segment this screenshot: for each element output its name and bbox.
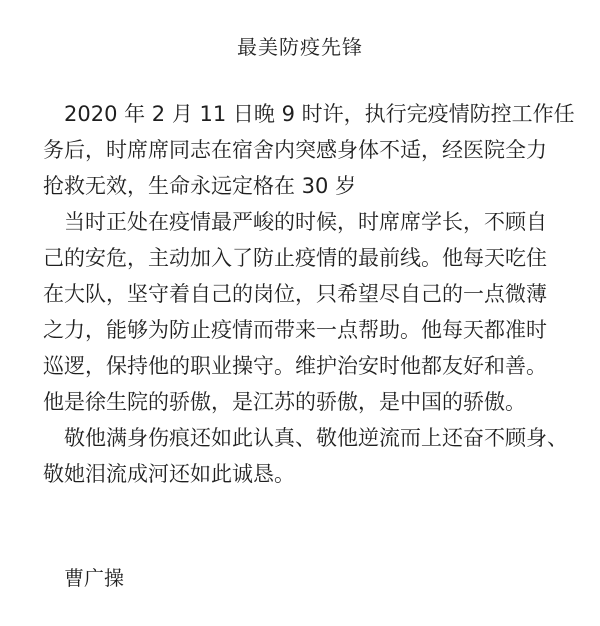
document-title: 最美防疫先锋 [237, 35, 363, 59]
paragraph-line: 当时正处在疫情最严峻的时候，时席席学长，不顾自 [64, 210, 547, 234]
paragraph-1 [43, 96, 576, 204]
signature: 曹广操 [64, 566, 124, 590]
paragraph-line: 抢救无效，生命永远定格在 30 岁 [43, 174, 357, 198]
paragraph-line: 己的安危，主动加入了防止疫情的最前线。他每天吃住 [43, 246, 547, 270]
document-body [43, 96, 576, 492]
paragraph-2 [43, 204, 576, 420]
paragraph-line: 务后，时席席同志在宿舍内突感身体不适，经医院全力 [43, 138, 547, 162]
paragraph-3 [43, 420, 576, 492]
paragraph-line: 敬他满身伤痕还如此认真、敬他逆流而上还奋不顾身、 [64, 426, 568, 450]
paragraph-line: 2020 年 2 月 11 日晚 9 时许，执行完疫情防控工作任 [64, 102, 575, 126]
paragraph-line: 巡逻，保持他的职业操守。维护治安时他都友好和善。 [43, 354, 547, 378]
paragraph-line: 在大队，坚守着自己的岗位，只希望尽自己的一点微薄 [43, 282, 547, 306]
paragraph-line: 之力，能够为防止疫情而带来一点帮助。他每天都准时 [43, 318, 547, 342]
paragraph-line: 敬她泪流成河还如此诚恳。 [43, 462, 295, 486]
paragraph-line: 他是徐生院的骄傲，是江苏的骄傲，是中国的骄傲。 [43, 390, 526, 414]
